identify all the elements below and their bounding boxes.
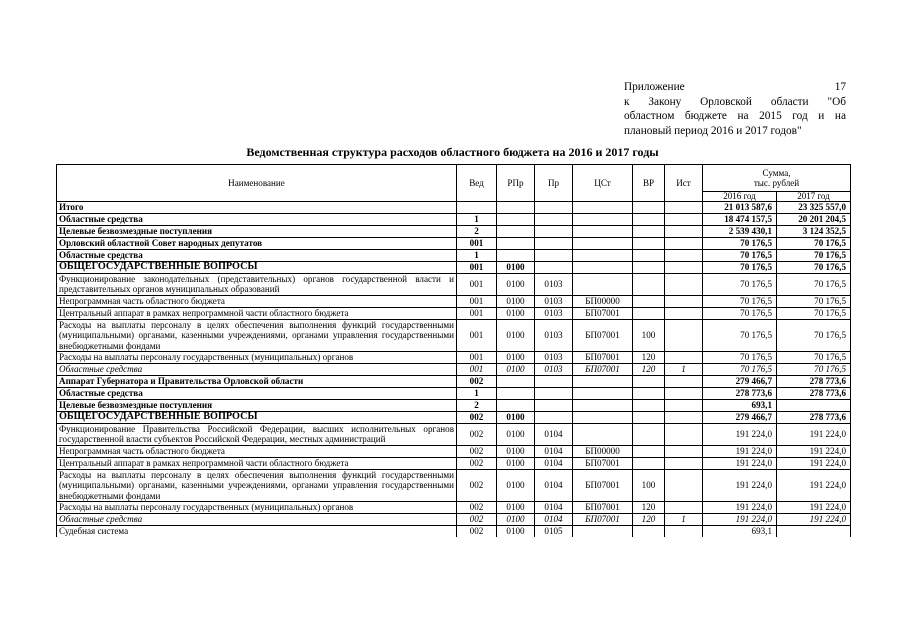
row-ved: 002 xyxy=(457,469,497,501)
row-pr xyxy=(535,250,573,262)
row-vr xyxy=(633,457,665,469)
row-pr: 0103 xyxy=(535,295,573,307)
row-pr: 0103 xyxy=(535,274,573,296)
table-row xyxy=(57,514,851,526)
row-sum-2016: 693,1 xyxy=(703,400,777,412)
row-tsst: БП07001 xyxy=(573,469,633,501)
row-ved: 1 xyxy=(457,250,497,262)
row-rpr xyxy=(497,226,535,238)
row-ved: 001 xyxy=(457,295,497,307)
row-pr xyxy=(535,376,573,388)
row-ist xyxy=(665,274,703,296)
row-ved: 001 xyxy=(457,238,497,250)
row-ist xyxy=(665,226,703,238)
table-row xyxy=(57,274,851,296)
row-ist xyxy=(665,238,703,250)
row-rpr: 0100 xyxy=(497,514,535,526)
row-rpr: 0100 xyxy=(497,502,535,514)
table-row xyxy=(57,469,851,501)
appendix-note xyxy=(624,80,846,138)
row-pr: 0104 xyxy=(535,424,573,446)
row-vr: 100 xyxy=(633,469,665,501)
row-sum-2017: 191 224,0 xyxy=(777,502,851,514)
row-sum-2016: 191 224,0 xyxy=(703,457,777,469)
document-title: Ведомственная структура расходов областного бюджета на 2016 и 2017 годы xyxy=(246,145,659,159)
row-vr xyxy=(633,526,665,538)
row-ist xyxy=(665,526,703,538)
table-row xyxy=(57,262,851,274)
row-tsst: БП00000 xyxy=(573,445,633,457)
row-ved: 002 xyxy=(457,457,497,469)
row-vr xyxy=(633,238,665,250)
row-sum-2017: 70 176,5 xyxy=(777,262,851,274)
row-ist xyxy=(665,388,703,400)
row-sum-2017: 191 224,0 xyxy=(777,514,851,526)
row-rpr xyxy=(497,376,535,388)
appendix-line: плановый период 2016 и 2017 годов" xyxy=(624,124,802,137)
row-name: Аппарат Губернатора и Правительства Орловской области xyxy=(57,376,457,388)
row-vr xyxy=(633,250,665,262)
row-pr: 0104 xyxy=(535,469,573,501)
row-ist: 1 xyxy=(665,364,703,376)
row-rpr xyxy=(497,250,535,262)
table-row xyxy=(57,424,851,446)
table-row xyxy=(57,526,851,538)
row-sum-2016: 278 773,6 xyxy=(703,388,777,400)
row-name: Судебная система xyxy=(57,526,457,538)
row-sum-2017: 278 773,6 xyxy=(777,376,851,388)
row-tsst xyxy=(573,400,633,412)
row-sum-2016: 70 176,5 xyxy=(703,364,777,376)
row-vr: 120 xyxy=(633,514,665,526)
row-sum-2017: 191 224,0 xyxy=(777,469,851,501)
row-rpr: 0100 xyxy=(497,457,535,469)
row-name: Непрограммная часть областного бюджета xyxy=(57,445,457,457)
row-sum-2017: 278 773,6 xyxy=(777,388,851,400)
row-sum-2017: 278 773,6 xyxy=(777,412,851,424)
row-ved: 002 xyxy=(457,514,497,526)
table-row xyxy=(57,307,851,319)
table-row xyxy=(57,376,851,388)
table-row xyxy=(57,226,851,238)
header-sum-unit: тыс. рублей xyxy=(753,178,800,188)
row-tsst: БП07001 xyxy=(573,514,633,526)
row-vr xyxy=(633,262,665,274)
row-vr xyxy=(633,424,665,446)
row-ved: 001 xyxy=(457,274,497,296)
row-rpr: 0100 xyxy=(497,274,535,296)
row-pr: 0104 xyxy=(535,445,573,457)
table-row xyxy=(57,457,851,469)
row-name: Функционирование Правительства Российской Федерации, высших исполнительных органов государственной власти субъектов Российской Федерации, местных администраций xyxy=(57,424,457,446)
row-name: Центральный аппарат в рамках непрограммной части областного бюджета xyxy=(57,307,457,319)
row-sum-2017: 70 176,5 xyxy=(777,250,851,262)
row-sum-2016: 191 224,0 xyxy=(703,445,777,457)
row-tsst xyxy=(573,250,633,262)
table-row xyxy=(57,412,851,424)
row-sum-2017: 70 176,5 xyxy=(777,319,851,351)
row-ved: 001 xyxy=(457,262,497,274)
row-rpr: 0100 xyxy=(497,295,535,307)
row-tsst xyxy=(573,226,633,238)
table-row xyxy=(57,400,851,412)
table-row xyxy=(57,295,851,307)
row-rpr xyxy=(497,214,535,226)
row-ist xyxy=(665,202,703,214)
row-rpr: 0100 xyxy=(497,319,535,351)
row-name: Областные средства xyxy=(57,364,457,376)
row-vr xyxy=(633,388,665,400)
row-sum-2016: 693,1 xyxy=(703,526,777,538)
row-rpr: 0100 xyxy=(497,307,535,319)
row-vr xyxy=(633,376,665,388)
row-rpr xyxy=(497,202,535,214)
row-pr xyxy=(535,202,573,214)
row-ist xyxy=(665,262,703,274)
row-ved: 001 xyxy=(457,352,497,364)
budget-table xyxy=(56,164,851,537)
row-ist xyxy=(665,424,703,446)
row-vr xyxy=(633,274,665,296)
row-ved: 002 xyxy=(457,445,497,457)
table-row xyxy=(57,238,851,250)
appendix-line: областном бюджете на 2015 год и на xyxy=(624,110,846,122)
row-tsst xyxy=(573,274,633,296)
header-2017: 2017 год xyxy=(777,192,851,202)
row-sum-2017: 191 224,0 xyxy=(777,445,851,457)
row-ist xyxy=(665,307,703,319)
row-ved: 1 xyxy=(457,214,497,226)
row-tsst xyxy=(573,424,633,446)
row-ist xyxy=(665,469,703,501)
row-tsst xyxy=(573,526,633,538)
row-tsst: БП07001 xyxy=(573,502,633,514)
row-pr xyxy=(535,388,573,400)
row-rpr: 0100 xyxy=(497,412,535,424)
row-sum-2016: 70 176,5 xyxy=(703,307,777,319)
row-sum-2016: 70 176,5 xyxy=(703,262,777,274)
row-sum-2017: 191 224,0 xyxy=(777,424,851,446)
row-sum-2017: 70 176,5 xyxy=(777,364,851,376)
row-sum-2017 xyxy=(777,400,851,412)
row-name: Целевые безвозмездные поступления xyxy=(57,226,457,238)
row-ist xyxy=(665,295,703,307)
row-tsst xyxy=(573,214,633,226)
row-pr xyxy=(535,238,573,250)
row-sum-2016: 279 466,7 xyxy=(703,412,777,424)
row-ved: 2 xyxy=(457,226,497,238)
header-ist: Ист xyxy=(665,165,703,202)
row-sum-2016: 18 474 157,5 xyxy=(703,214,777,226)
table-row xyxy=(57,502,851,514)
row-ved: 2 xyxy=(457,400,497,412)
row-sum-2016: 70 176,5 xyxy=(703,352,777,364)
row-pr xyxy=(535,412,573,424)
row-ist: 1 xyxy=(665,514,703,526)
row-vr xyxy=(633,214,665,226)
row-sum-2017: 20 201 204,5 xyxy=(777,214,851,226)
row-sum-2017: 70 176,5 xyxy=(777,295,851,307)
row-ved xyxy=(457,202,497,214)
row-sum-2017: 70 176,5 xyxy=(777,307,851,319)
row-pr xyxy=(535,214,573,226)
row-sum-2017: 23 325 557,0 xyxy=(777,202,851,214)
row-vr: 100 xyxy=(633,319,665,351)
row-name: Областные средства xyxy=(57,514,457,526)
appendix-line: Приложение 17 xyxy=(624,81,846,93)
row-name: Расходы на выплаты персоналу государственных (муниципальных) органов xyxy=(57,352,457,364)
row-sum-2016: 191 224,0 xyxy=(703,502,777,514)
row-name: Областные средства xyxy=(57,388,457,400)
row-vr xyxy=(633,202,665,214)
row-name: Орловский областной Совет народных депутатов xyxy=(57,238,457,250)
table-row xyxy=(57,250,851,262)
table-row xyxy=(57,364,851,376)
row-name: Расходы на выплаты персоналу государственных (муниципальных) органов xyxy=(57,502,457,514)
row-name: Центральный аппарат в рамках непрограммной части областного бюджета xyxy=(57,457,457,469)
row-tsst xyxy=(573,238,633,250)
row-rpr: 0100 xyxy=(497,424,535,446)
table-row xyxy=(57,445,851,457)
row-tsst xyxy=(573,388,633,400)
row-pr: 0103 xyxy=(535,364,573,376)
row-pr: 0104 xyxy=(535,457,573,469)
row-sum-2016: 279 466,7 xyxy=(703,376,777,388)
row-vr xyxy=(633,400,665,412)
table-row xyxy=(57,214,851,226)
row-sum-2017: 70 176,5 xyxy=(777,352,851,364)
row-sum-2016: 2 539 430,1 xyxy=(703,226,777,238)
row-name: ОБЩЕГОСУДАРСТВЕННЫЕ ВОПРОСЫ xyxy=(57,262,457,274)
row-ved: 002 xyxy=(457,526,497,538)
row-rpr: 0100 xyxy=(497,262,535,274)
row-tsst: БП07001 xyxy=(573,364,633,376)
row-ved: 002 xyxy=(457,412,497,424)
row-pr: 0103 xyxy=(535,307,573,319)
row-sum-2016: 70 176,5 xyxy=(703,238,777,250)
row-name: ОБЩЕГОСУДАРСТВЕННЫЕ ВОПРОСЫ xyxy=(57,412,457,424)
row-ist xyxy=(665,502,703,514)
row-ist xyxy=(665,412,703,424)
row-sum-2017 xyxy=(777,526,851,538)
row-ved: 002 xyxy=(457,502,497,514)
row-vr xyxy=(633,412,665,424)
row-name: Непрограммная часть областного бюджета xyxy=(57,295,457,307)
table-row xyxy=(57,352,851,364)
row-vr: 120 xyxy=(633,364,665,376)
row-vr: 120 xyxy=(633,352,665,364)
row-sum-2016: 70 176,5 xyxy=(703,250,777,262)
row-pr: 0104 xyxy=(535,514,573,526)
row-pr: 0105 xyxy=(535,526,573,538)
row-ved: 001 xyxy=(457,364,497,376)
row-name: Расходы на выплаты персоналу в целях обеспечения выполнения функций государственными (муниципальными) органами, казенными учреждениями, органами управления государственными внебюджетными фондами xyxy=(57,469,457,501)
row-vr xyxy=(633,295,665,307)
table-header-row xyxy=(57,165,851,192)
header-2016: 2016 год xyxy=(703,192,777,202)
table-row xyxy=(57,319,851,351)
row-pr xyxy=(535,226,573,238)
row-rpr: 0100 xyxy=(497,526,535,538)
row-ist xyxy=(665,250,703,262)
row-sum-2017: 70 176,5 xyxy=(777,238,851,250)
row-ist xyxy=(665,445,703,457)
row-pr: 0103 xyxy=(535,319,573,351)
row-name: Расходы на выплаты персоналу в целях обеспечения выполнения функций государственными (муниципальными) органами, казенными учреждениями, органами управления государственными внебюджетными фондами xyxy=(57,319,457,351)
row-vr xyxy=(633,307,665,319)
row-tsst: БП07001 xyxy=(573,307,633,319)
row-name: Областные средства xyxy=(57,214,457,226)
row-ist xyxy=(665,352,703,364)
row-sum-2016: 70 176,5 xyxy=(703,295,777,307)
row-sum-2017: 70 176,5 xyxy=(777,274,851,296)
row-pr xyxy=(535,400,573,412)
row-sum-2016: 191 224,0 xyxy=(703,514,777,526)
row-vr xyxy=(633,445,665,457)
row-vr: 120 xyxy=(633,502,665,514)
row-ist xyxy=(665,319,703,351)
row-sum-2016: 70 176,5 xyxy=(703,274,777,296)
row-sum-2016: 21 013 587,6 xyxy=(703,202,777,214)
row-ist xyxy=(665,457,703,469)
row-rpr: 0100 xyxy=(497,445,535,457)
table-body xyxy=(57,202,851,538)
row-rpr xyxy=(497,400,535,412)
row-ved: 002 xyxy=(457,424,497,446)
header-pr: Пр xyxy=(535,165,573,202)
row-rpr xyxy=(497,238,535,250)
row-sum-2016: 70 176,5 xyxy=(703,319,777,351)
row-sum-2017: 3 124 352,5 xyxy=(777,226,851,238)
row-tsst: БП07001 xyxy=(573,457,633,469)
row-ist xyxy=(665,376,703,388)
row-pr xyxy=(535,262,573,274)
row-rpr xyxy=(497,388,535,400)
table-row xyxy=(57,388,851,400)
row-tsst xyxy=(573,412,633,424)
header-sum-label: Сумма, xyxy=(762,167,791,178)
row-name: Целевые безвозмездные поступления xyxy=(57,400,457,412)
row-sum-2016: 191 224,0 xyxy=(703,424,777,446)
table-row xyxy=(57,202,851,214)
header-name: Наименование xyxy=(57,165,457,202)
row-tsst: БП00000 xyxy=(573,295,633,307)
row-ist xyxy=(665,400,703,412)
row-name: Итого xyxy=(57,202,457,214)
row-ved: 1 xyxy=(457,388,497,400)
header-rpr: РПр xyxy=(497,165,535,202)
row-pr: 0103 xyxy=(535,352,573,364)
header-tsst: ЦСт xyxy=(573,165,633,202)
row-ved: 002 xyxy=(457,376,497,388)
row-ved: 001 xyxy=(457,319,497,351)
row-tsst: БП07001 xyxy=(573,319,633,351)
header-sum xyxy=(703,165,851,192)
row-ved: 001 xyxy=(457,307,497,319)
row-sum-2016: 191 224,0 xyxy=(703,469,777,501)
header-ved: Вед xyxy=(457,165,497,202)
row-vr xyxy=(633,226,665,238)
row-rpr: 0100 xyxy=(497,469,535,501)
row-tsst xyxy=(573,376,633,388)
row-ist xyxy=(665,214,703,226)
row-name: Областные средства xyxy=(57,250,457,262)
row-pr: 0104 xyxy=(535,502,573,514)
row-rpr: 0100 xyxy=(497,352,535,364)
row-sum-2017: 191 224,0 xyxy=(777,457,851,469)
row-tsst xyxy=(573,202,633,214)
appendix-line: к Закону Орловской области "Об xyxy=(624,95,846,108)
row-name: Функционирование законодательных (представительных) органов государственной власти и представительных органов муниципальных образований xyxy=(57,274,457,296)
row-rpr: 0100 xyxy=(497,364,535,376)
row-tsst: БП07001 xyxy=(573,352,633,364)
header-vr: ВР xyxy=(633,165,665,202)
row-tsst xyxy=(573,262,633,274)
